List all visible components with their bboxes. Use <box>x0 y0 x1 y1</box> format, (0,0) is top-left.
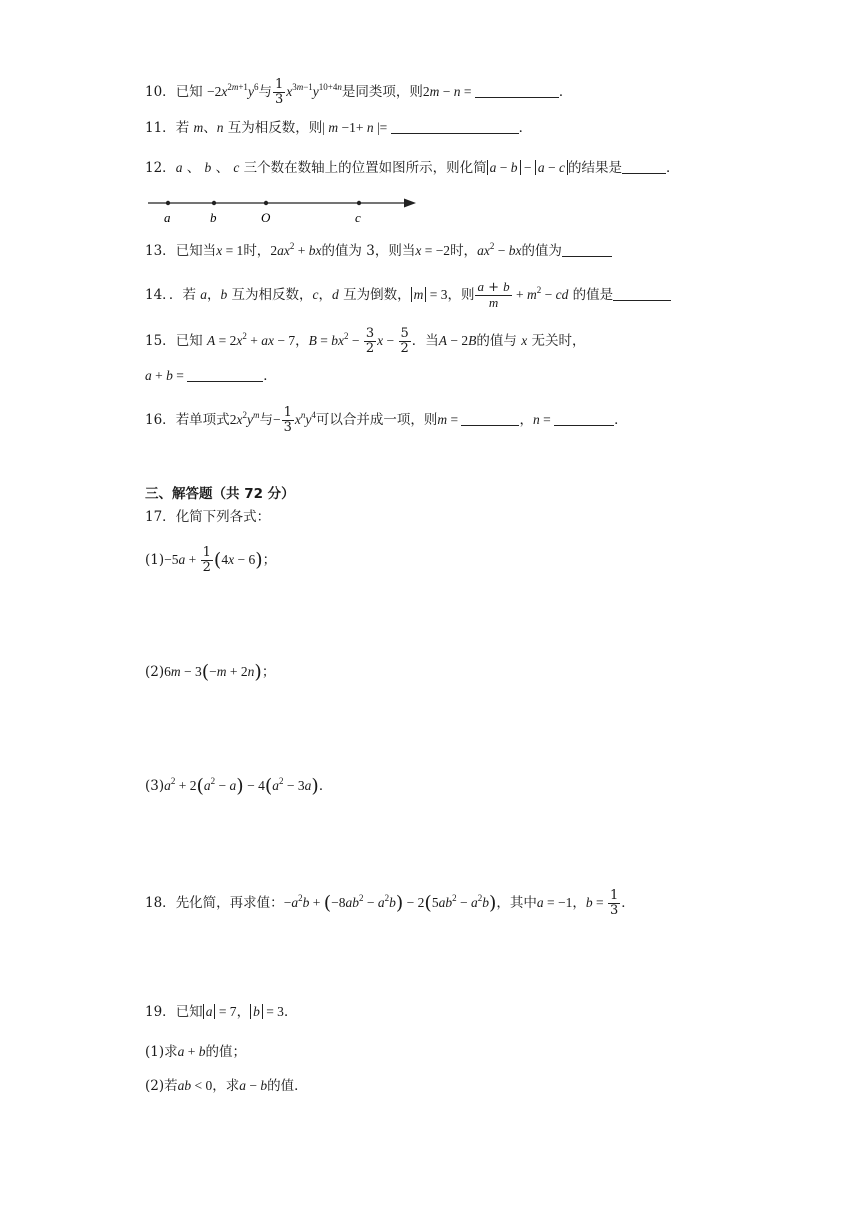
question-17-part-2: (2)6m − 3(−m + 2n)； <box>145 661 276 683</box>
answer-blank[interactable] <box>475 84 559 98</box>
answer-blank[interactable] <box>613 287 671 301</box>
question-11: 11．若 m、n 互为相反数，则| m −1+ n |= ． <box>145 120 533 136</box>
question-17: 17．化简下列各式： <box>145 509 271 525</box>
label-b: b <box>210 210 217 225</box>
label-c: c <box>355 210 361 225</box>
question-14: 14．．若 a，b 互为相反数，c，d 互为倒数， m = 3，则 $\frac{a + b}{m}$ + $m^2$ − cd 的值是 <box>145 280 671 311</box>
answer-blank-m[interactable] <box>461 412 519 426</box>
answer-blank[interactable] <box>391 120 519 134</box>
question-19-part-2: (2)若ab < 0，求a − b的值． <box>145 1078 308 1094</box>
point-a <box>166 201 170 205</box>
fraction-a-plus-b-over-m: $\frac{a + b}{m}$ <box>477 279 510 310</box>
math-expr: $-2x^{2m+1}y^6$ <box>206 82 259 99</box>
section-heading: 三、解答题（共 72 分） <box>145 486 295 502</box>
answer-blank[interactable] <box>562 243 612 257</box>
answer-blank[interactable] <box>622 160 666 174</box>
question-19: 19．已知 a = 7， b = 3． <box>145 1004 298 1020</box>
fraction-one-third: $\frac{1}{3}$ <box>274 77 284 107</box>
point-b <box>212 201 216 205</box>
question-17-part-3: $(3)a^2 + 2(a^2 - a) - 4(a^2 - 3a)$． <box>145 775 333 797</box>
label-a: a <box>164 210 171 225</box>
question-15: 15．已知 $A = 2x^2$ + ax − 7，$B = bx^2$ − $\frac{3}{2}$ x − $\frac{5}{2}$ ．当A − 2B的值与 x 无关时， <box>145 326 586 356</box>
question-16: 16．若单项式$2x^2y^m$与− $\frac{1}{3}$ $x^ny^4$可以合并成一项，则m = ，n = ． <box>145 405 628 435</box>
question-15-answer-line: a + b = ． <box>145 368 277 384</box>
question-18: 18．先化简，再求值：$-a^2b + (-8ab^2 - a^2b) - 2(5ab^2 - a^2b)$，其中a = −1，b = $\frac{1}{3}$ ． <box>145 888 635 918</box>
arrow-head-icon <box>404 199 416 208</box>
point-o <box>264 201 268 205</box>
answer-blank-n[interactable] <box>554 412 614 426</box>
point-c <box>357 201 361 205</box>
label-o: O <box>261 210 271 225</box>
question-13: 13．已知当x = 1时，$2ax^2$ + bx的值为 3，则当x = −2时，$ax^2$ − bx的值为 <box>145 241 612 261</box>
question-17-part-1: (1)−5a + $\frac{1}{2}$ (4x − 6)； <box>145 545 277 575</box>
answer-blank[interactable] <box>187 368 263 382</box>
question-12: 12．a 、 b 、 c 三个数在数轴上的位置如图所示，则化简 a − b − a − c 的结果是 ． <box>145 160 680 176</box>
number-line-figure <box>148 192 420 226</box>
question-10: 10．已知 $-2x^{2m+1}y^6$与 $\frac{1}{3}$ $x^{3m-1}y^{10+4n}$是同类项，则2m − n = ． <box>145 77 573 107</box>
question-19-part-1: (1)求a + b的值； <box>145 1044 246 1060</box>
